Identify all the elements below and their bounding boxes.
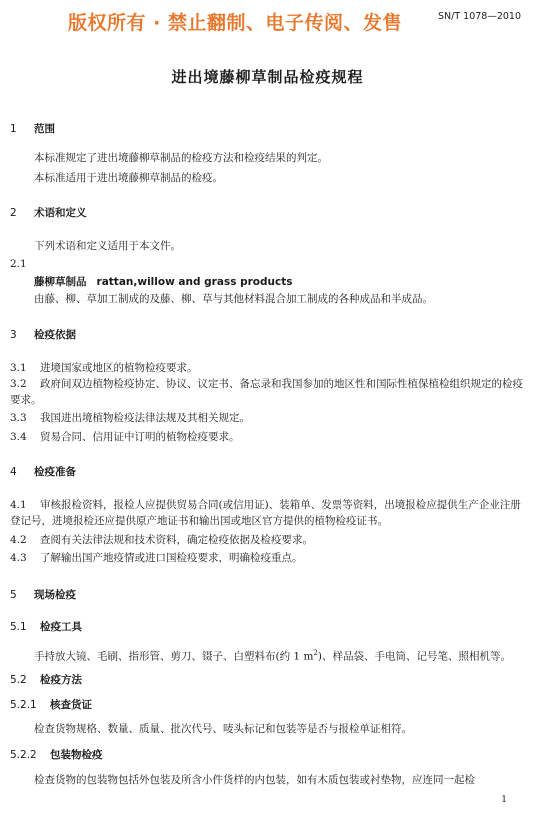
section-title: 术语和定义 (34, 207, 87, 219)
copyright-watermark: 版权所有 · 禁止翻制、电子传阅、发售 (68, 12, 402, 34)
paragraph: 本标准适用于进出境藤柳草制品的检疫。 (34, 172, 223, 184)
term-entry (34, 274, 293, 290)
clause-number: 2.1 (10, 258, 27, 270)
section-5-heading (10, 587, 76, 602)
clause-number: 3.1 (10, 362, 27, 374)
section-3-heading (10, 327, 76, 342)
text-run: )、样品袋、手电筒、记号笔、照相机等。 (317, 650, 511, 663)
paragraph: 检查货物规格、数量、质量、批次代号、唛头标记和包装等是否与报检单证相符。 (34, 723, 412, 735)
list-item (10, 532, 313, 548)
standard-number: SN/T 1078—2010 (437, 11, 521, 22)
section-number: 2 (10, 207, 17, 219)
paragraph: 本标准规定了进出境藤柳草制品的检疫方法和检疫结果的判定。 (34, 152, 328, 164)
clause-text: 了解输出国产地疫情或进口国检疫要求，明确检疫重点。 (40, 552, 303, 564)
section-title: 现场检疫 (34, 589, 76, 601)
page-number: 1 (501, 795, 507, 805)
term-definition: 由藤、柳、草加工制成的及藤、柳、草与其他材料混合加工制成的各种成品和半成品。 (34, 293, 433, 305)
list-item (10, 429, 240, 445)
paragraph: 检查货物的包装物包括外包装及所含小件货样的内包装，如有木质包装或衬垫物，应连同一起检 (34, 774, 475, 786)
clause-text: 进境国家或地区的植物检疫要求。 (40, 362, 198, 374)
section-number: 5.2.1 (10, 699, 37, 711)
subsection-5-2-1-heading (10, 697, 92, 712)
section-title: 检疫工具 (40, 621, 82, 633)
section-number: 4 (10, 466, 17, 478)
clause-text: 我国进出境植物检疫法律法规及其相关规定。 (40, 412, 250, 424)
superscript: 2 (313, 649, 318, 657)
section-number: 5 (10, 589, 17, 601)
clause-number: 4.1 (10, 499, 27, 511)
subsection-5-2-heading (10, 672, 82, 687)
list-item (10, 497, 525, 529)
section-2-heading (10, 205, 87, 220)
section-title: 包装物检疫 (50, 749, 103, 761)
list-item (10, 410, 250, 426)
term-chinese: 藤柳草制品 (34, 276, 87, 288)
paragraph: 下列术语和定义适用于本文件。 (34, 240, 181, 252)
text-run: 手持放大镜、毛刷、指形管、剪刀、镊子、白塑料布(约 1 m (34, 650, 314, 663)
paragraph (34, 645, 511, 665)
section-number: 5.1 (10, 621, 27, 633)
section-4-heading (10, 464, 76, 479)
section-title: 检疫依据 (34, 329, 76, 341)
section-title: 范围 (34, 123, 55, 135)
section-number: 5.2 (10, 674, 27, 686)
list-item (10, 376, 525, 408)
term-english: rattan,willow and grass products (96, 276, 293, 288)
section-title: 核查货证 (50, 699, 92, 711)
section-title: 检疫方法 (40, 674, 82, 686)
section-number: 1 (10, 123, 17, 135)
section-1-heading (10, 121, 55, 136)
section-number: 5.2.2 (10, 749, 37, 761)
clause-number: 4.2 (10, 534, 27, 546)
list-item (10, 550, 303, 566)
document-title: 进出境藤柳草制品检疫规程 (171, 68, 364, 86)
subsection-5-2-2-heading (10, 747, 103, 762)
clause-number: 3.2 (10, 378, 27, 390)
clause-text: 贸易合同、信用证中订明的植物检疫要求。 (40, 431, 240, 443)
subsection-5-1-heading (10, 619, 82, 634)
clause-text: 查阅有关法律法规和技术资料，确定检疫依据及检疫要求。 (40, 534, 313, 546)
section-number: 3 (10, 329, 17, 341)
clause-number: 3.4 (10, 431, 27, 443)
section-title: 检疫准备 (34, 466, 76, 478)
list-item (10, 360, 198, 376)
clause-number: 3.3 (10, 412, 27, 424)
clause-number: 4.3 (10, 552, 27, 564)
clause-text: 政府间双边植物检疫协定、协议、议定书、备忘录和我国参加的地区性和国际性植保植检组织规定的检疫要求。 (10, 378, 523, 406)
clause-text: 审核报检资料，报检人应提供贸易合同(或信用证)、装箱单、发票等资料，出境报检应提供生产企业注册登记号，进境报检还应提供原产地证书和输出国或地区官方提供的植物检疫证书。 (10, 499, 521, 527)
